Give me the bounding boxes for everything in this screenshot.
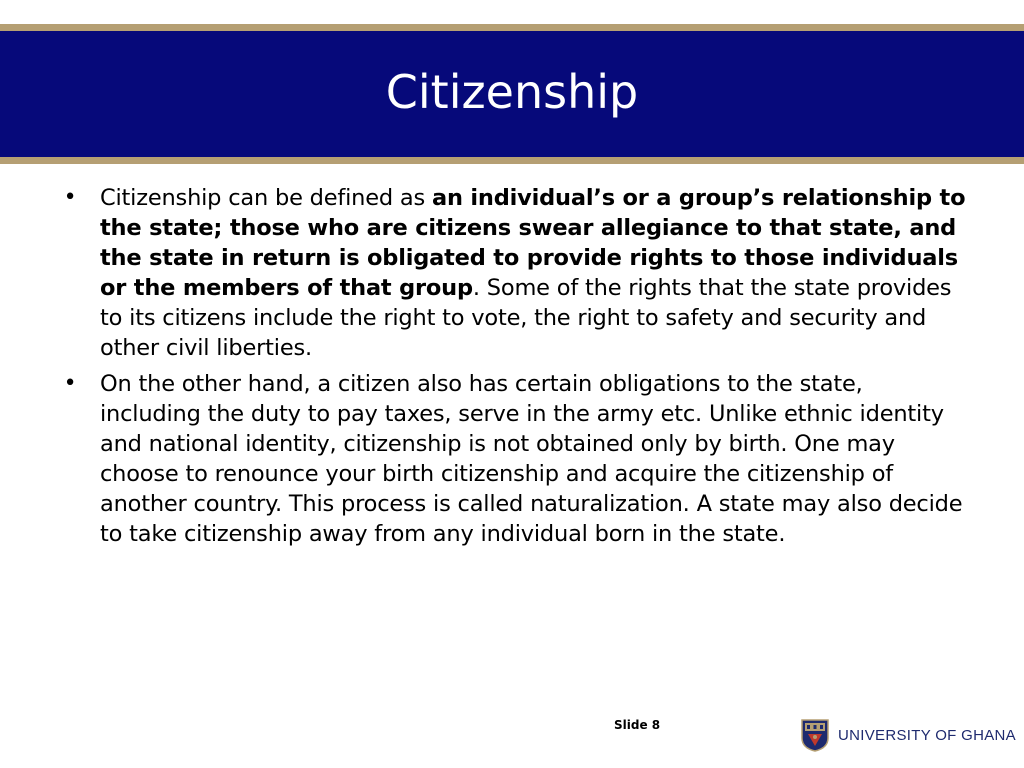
university-crest-icon (800, 718, 830, 752)
bullet-text: On the other hand, a citizen also has certain obligations to the state, including the duty to pay taxes, serve in the army etc. Unlike ethnic identity and national identity, citizenship is not obtained only by birth. One may choose to renounce your birth citizenship and acquire the citizenship of another country. This process is called naturalization. A state may also decide to take citizenship away from any individual born in the state. (100, 371, 963, 547)
bullet-icon: • (63, 371, 77, 396)
institution-name: UNIVERSITY OF GHANA (838, 726, 1016, 744)
title-band (0, 24, 1024, 164)
bullet-text-prefix: Citizenship can be defined as (100, 185, 432, 211)
bullet-item-obligations (60, 369, 970, 549)
slide-title: Citizenship (385, 65, 639, 119)
bullet-text-suffix: . Some of the rights that the state provides to its citizens include the right to vote, the right to safety and security and other civil liberties. (100, 275, 952, 361)
slide-number: Slide 8 (614, 718, 661, 732)
bullet-item-definition (60, 183, 970, 363)
bullet-icon: • (63, 185, 77, 210)
bullet-text-bold: an individual’s or a group’s relationship to the state; those who are citizens swear allegiance to that state, and the state in return is obligated to provide rights to those individuals or the members of that group (100, 185, 966, 301)
university-logo (800, 718, 1016, 752)
bullet-list (60, 183, 970, 555)
